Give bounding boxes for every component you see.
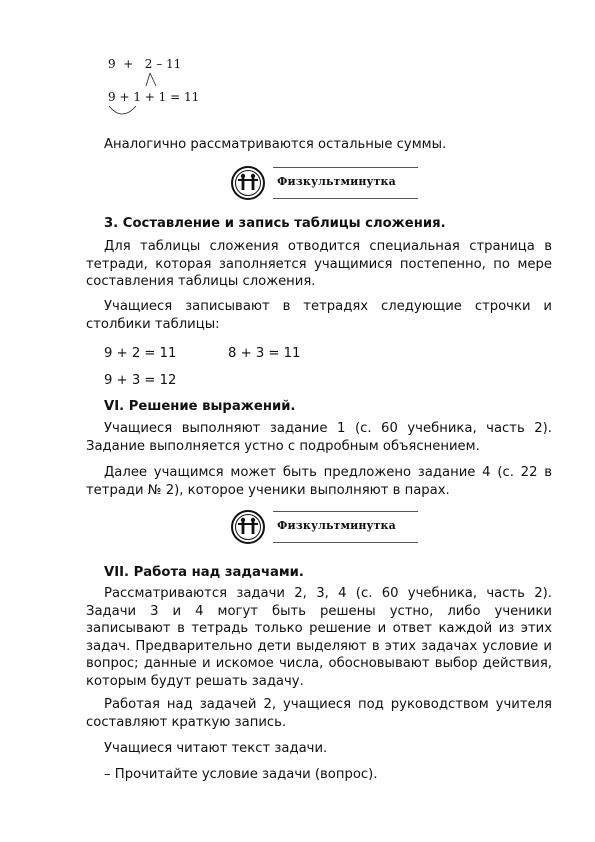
section-7-para-2: Работая над задачей 2, учащиеся под руководством учителя составляют краткую запись.	[86, 697, 552, 730]
section-7-para-1: Рассматриваются задачи 2, 3, 4 (с. 60 учебника, часть 2). Задачи 3 и 4 могут быть решены устно, либо ученики записывают в тетрадь только решение и ответ каждой из этих задач. Предварительно дети выделяют в этих задачах условие и вопрос; данные и искомое числа, обосновывают выбор действия, которым будут решать задачу.	[86, 586, 552, 689]
example-bottom-line: 9 + 1 + 1 = 11	[108, 90, 200, 104]
section-6-para-2: Далее учащимся может быть предложено задание 4 (с. 22 в тетради № 2), которое ученики выполняют в парах.	[86, 465, 552, 498]
section-7-para-3: Учащиеся читают текст задачи.	[104, 741, 328, 756]
section-3-para-2: Учащиеся записывают в тетрадях следующие строчки и столбики таблицы:	[86, 299, 552, 332]
physical-break-banner	[229, 164, 418, 202]
section-3-para-1: Для таблицы сложения отводится специальная страница в тетради, которая заполняется учащимися постепенно, по мере составления таблицы сложения.	[86, 239, 552, 289]
physical-break-banner	[229, 508, 418, 546]
exercise-people-icon	[229, 164, 269, 202]
analog-text: Аналогично рассматриваются остальные суммы.	[104, 137, 447, 152]
exercise-people-icon	[229, 508, 269, 546]
section-7-heading: VII. Работа над задачами.	[104, 565, 304, 580]
break-label: Физкультминутка	[277, 519, 396, 532]
section-7-para-4: – Прочитайте условие задачи (вопрос).	[104, 767, 378, 782]
table-equation-2: 8 + 3 = 11	[228, 346, 301, 361]
section-6-para-1: Учащиеся выполняют задание 1 (с. 60 учебника, часть 2). Задание выполняется устно с подробным объяснением.	[86, 421, 552, 454]
table-equation-3: 9 + 3 = 12	[104, 373, 177, 388]
example-top-line: 9 + 2 – 11	[108, 57, 182, 71]
section-6-heading: VI. Решение выражений.	[104, 399, 296, 414]
section-3-heading: 3. Составление и запись таблицы сложения.	[104, 216, 446, 231]
table-equation-1: 9 + 2 = 11	[104, 346, 177, 361]
break-label: Физкультминутка	[277, 175, 396, 188]
